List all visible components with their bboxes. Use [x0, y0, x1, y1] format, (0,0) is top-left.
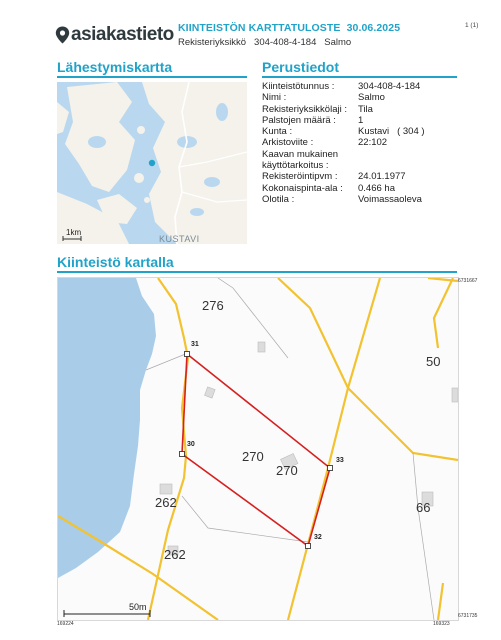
coord-bottom-right-x: 169323 [433, 621, 450, 627]
coord-bottom-left: 169224 [57, 621, 74, 627]
info-row-zoning-use [262, 149, 462, 172]
boundary-marker-30 [180, 452, 185, 457]
info-label: Rekisteröintipvm : [262, 171, 338, 183]
info-value: Salmo [358, 92, 385, 104]
parcel-number-label: 270 [242, 449, 264, 464]
overview-section-title: Lähestymiskartta [57, 59, 173, 75]
property-map-rule [57, 271, 457, 273]
info-value [358, 149, 462, 172]
boundary-marker-33 [328, 466, 333, 471]
info-label: Rekisteriyksikkölaji : [262, 103, 347, 115]
info-label: Palstojen määrä : [262, 114, 336, 126]
info-value: 24.01.1977 [358, 171, 406, 183]
coord-bottom-right: 6731735 [458, 613, 478, 619]
info-row-unit-type [262, 104, 462, 115]
parcel-number-label: 262 [164, 547, 186, 562]
info-label: Olotila : [262, 193, 295, 205]
boundary-marker-32 [306, 544, 311, 549]
info-label: Kokonaispinta-ala : [262, 182, 343, 194]
property-id: 304-408-4-184 [254, 37, 317, 48]
basic-info-table [262, 81, 462, 205]
info-row-parcel-count [262, 115, 462, 126]
parcel-number-label: 276 [202, 298, 224, 313]
boundary-marker-31 [185, 352, 190, 357]
info-label: Kiinteistötunnus : [262, 81, 335, 92]
overview-map-graphic [57, 82, 247, 244]
info-row-name [262, 92, 462, 103]
document-title [178, 22, 400, 34]
info-value: 304-408-4-184 [358, 81, 421, 92]
info-value: Tila [358, 103, 373, 115]
sub-label: Rekisteriyksikkö [178, 37, 247, 48]
parcel-number-label: 262 [155, 495, 177, 510]
location-marker [149, 160, 155, 166]
property-map-section-title: Kiinteistö kartalla [57, 254, 174, 270]
info-value: Voimassaoleva [358, 193, 422, 205]
info-row-archive-ref [262, 137, 462, 148]
info-value: 0.466 ha [358, 182, 395, 194]
document-subtitle [178, 37, 351, 48]
info-row-total-area [262, 183, 462, 194]
parcel-number-label: 66 [416, 500, 431, 515]
info-value: 22:102 [358, 137, 388, 149]
info-row-municipality [262, 126, 462, 137]
title-text: KIINTEISTÖN KARTTATULOSTE [178, 22, 341, 34]
location-pin-icon [55, 26, 70, 44]
overview-rule [57, 76, 247, 78]
overview-place-label: KUSTAVI [159, 234, 200, 244]
overview-scale-label: 1km [66, 228, 82, 237]
company-logo: asiakastieto [71, 24, 174, 45]
property-map [57, 277, 459, 621]
info-row-status [262, 194, 462, 205]
basic-info-section-title: Perustiedot [262, 59, 340, 75]
map-scale-label: 50m [129, 602, 147, 612]
info-label: Kunta : [262, 126, 293, 138]
overview-map [57, 82, 247, 244]
info-value: 1 [358, 114, 364, 126]
basic-info-rule [262, 76, 457, 78]
parcel-number-label: 50 [426, 354, 441, 369]
info-label: Kaavan mukainen käyttötarkoitus : [262, 148, 339, 172]
vertex-label: 31 [191, 341, 199, 348]
coord-top-right: 6731667 [458, 278, 478, 284]
info-label: Arkistoviite : [262, 137, 314, 149]
page-number: 1 (1) [465, 22, 479, 29]
info-row-registration-date [262, 171, 462, 182]
property-name: Salmo [324, 37, 352, 48]
info-label: Nimi : [262, 92, 287, 104]
parcel-number-label: 270 [276, 463, 298, 478]
print-date: 30.06.2025 [346, 22, 401, 34]
vertex-label: 33 [336, 457, 344, 464]
vertex-label: 32 [314, 534, 322, 541]
info-row-property-id [262, 81, 462, 92]
vertex-label: 30 [187, 441, 195, 448]
info-value: Kustavi ( 304 ) [358, 126, 425, 138]
